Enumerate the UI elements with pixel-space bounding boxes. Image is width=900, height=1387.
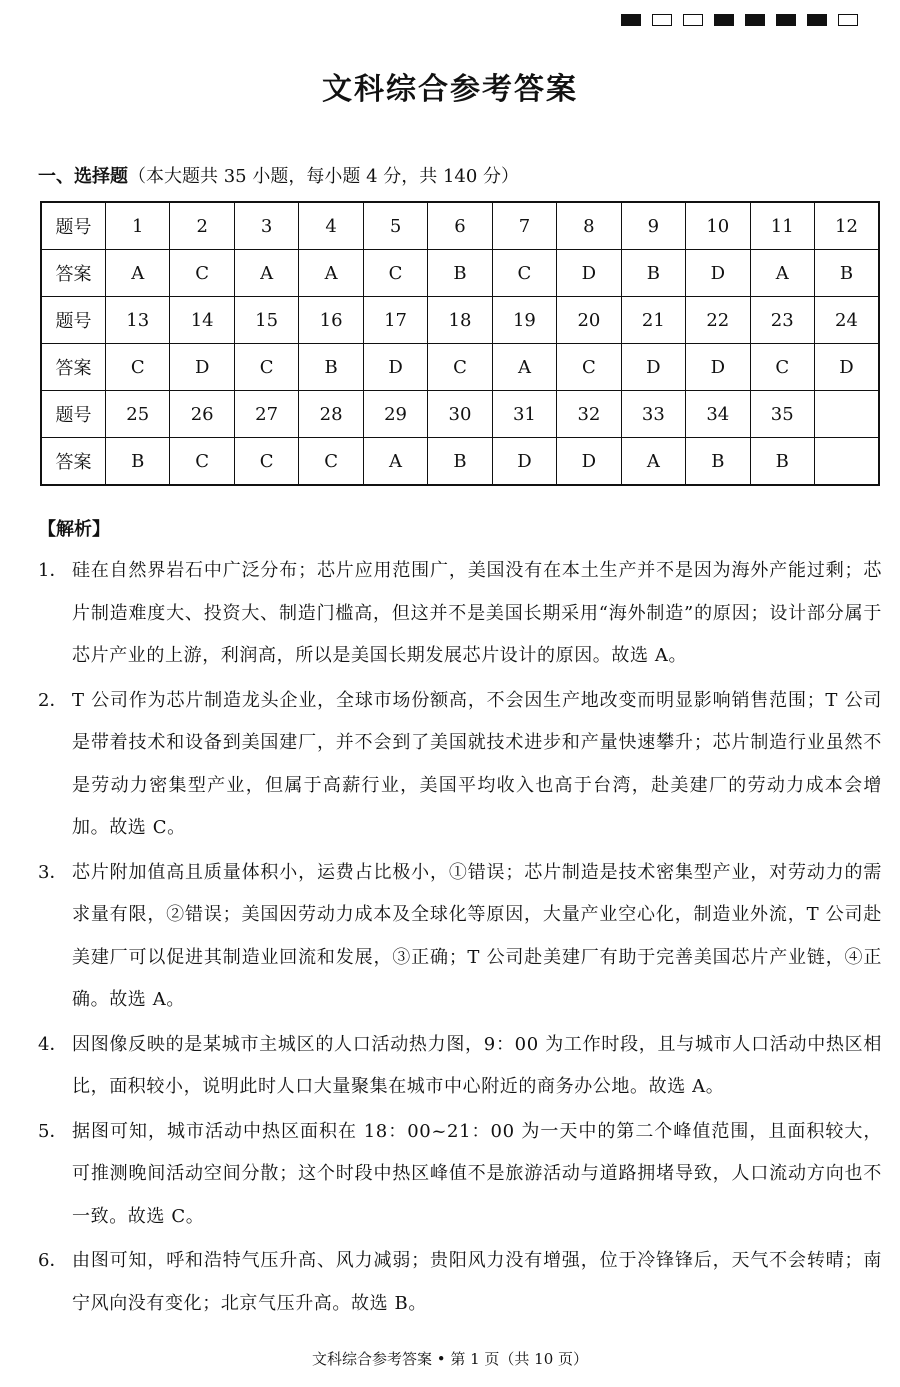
- table-cell: D: [492, 438, 556, 486]
- analysis-section: [38, 510, 882, 1327]
- item-text: 由图可知，呼和浩特气压升高、风力减弱；贵阳风力没有增强，位于冷锋锋后，天气不会转晴；南宁风向没有变化；北京气压升高。故选 B。: [72, 1250, 882, 1314]
- table-cell: D: [557, 438, 621, 486]
- row-label: 题号: [41, 202, 106, 250]
- analysis-item: [38, 1240, 882, 1325]
- answer-row: [41, 250, 879, 297]
- analysis-heading: 【解析】: [38, 519, 110, 540]
- item-text: T 公司作为芯片制造龙头企业，全球市场份额高，不会因生产地改变而明显影响销售范围；T 公司是带着技术和设备到美国建厂，并不会到了美国就技术进步和产量快速攀升；芯片制造行业虽然不是劳动力密集型产业，但属于高薪行业，美国平均收入也高于台湾，赴美建厂的劳动力成本会增加。故选 C。: [72, 689, 882, 838]
- table-cell: B: [428, 438, 492, 486]
- corner-mark: [652, 14, 672, 26]
- analysis-item: [38, 1024, 882, 1109]
- table-cell: 33: [621, 391, 685, 438]
- corner-marks: [621, 14, 858, 26]
- row-label: 题号: [41, 297, 106, 344]
- table-cell: B: [814, 250, 879, 297]
- row-label: 答案: [41, 344, 106, 391]
- analysis-item: [38, 1111, 882, 1239]
- table-cell: C: [492, 250, 556, 297]
- item-number: 4．: [38, 1033, 68, 1055]
- table-cell: C: [234, 438, 298, 486]
- corner-mark: [745, 14, 765, 26]
- table-cell: 30: [428, 391, 492, 438]
- row-label: 答案: [41, 438, 106, 486]
- table-cell: [814, 438, 879, 486]
- row-label: 答案: [41, 250, 106, 297]
- corner-mark: [714, 14, 734, 26]
- table-cell: 31: [492, 391, 556, 438]
- table-cell: 12: [814, 202, 879, 250]
- table-cell: 26: [170, 391, 234, 438]
- question-number-row: [41, 297, 879, 344]
- table-cell: A: [621, 438, 685, 486]
- table-cell: B: [750, 438, 814, 486]
- table-cell: 29: [363, 391, 427, 438]
- table-cell: C: [170, 250, 234, 297]
- table-cell: 27: [234, 391, 298, 438]
- table-cell: 18: [428, 297, 492, 344]
- answer-table: [40, 201, 880, 486]
- table-cell: A: [363, 438, 427, 486]
- table-cell: 14: [170, 297, 234, 344]
- item-number: 2．: [38, 689, 68, 711]
- table-cell: 16: [299, 297, 363, 344]
- table-cell: 10: [686, 202, 750, 250]
- table-cell: 2: [170, 202, 234, 250]
- corner-mark: [621, 14, 641, 26]
- item-number: 1．: [38, 560, 68, 581]
- table-cell: 15: [234, 297, 298, 344]
- item-number: 5．: [38, 1120, 68, 1142]
- table-cell: C: [106, 344, 170, 391]
- table-cell: 7: [492, 202, 556, 250]
- table-cell: 21: [621, 297, 685, 344]
- table-cell: B: [106, 438, 170, 486]
- corner-mark: [683, 14, 703, 26]
- table-cell: C: [299, 438, 363, 486]
- table-cell: 4: [299, 202, 363, 250]
- item-text: 硅在自然界岩石中广泛分布；芯片应用范围广，美国没有在本土生产并不是因为海外产能过剩；芯片制造难度大、投资大、制造门槛高，但这并不是美国长期采用“海外制造”的原因；设计部分属于芯片产业的上游，利润高，所以是美国长期发展芯片设计的原因。故选 A。: [72, 560, 882, 666]
- table-cell: 5: [363, 202, 427, 250]
- table-cell: 24: [814, 297, 879, 344]
- table-cell: 35: [750, 391, 814, 438]
- table-cell: 20: [557, 297, 621, 344]
- table-cell: C: [428, 344, 492, 391]
- answer-row: [41, 438, 879, 486]
- page-title: 文科综合参考答案: [322, 72, 578, 107]
- analysis-item: [38, 680, 882, 850]
- table-cell: C: [750, 344, 814, 391]
- analysis-item: [38, 852, 882, 1022]
- answer-row: [41, 344, 879, 391]
- item-text: 芯片附加值高且质量体积小，运费占比极小，①错误；芯片制造是技术密集型产业，对劳动力的需求量有限，②错误；美国因劳动力成本及全球化等原因，大量产业空心化，制造业外流，T 公司赴美建厂可以促进其制造业回流和发展，③正确；T 公司赴美建厂有助于完善美国芯片产业链，④正确。故选 A。: [72, 861, 882, 1010]
- corner-mark: [776, 14, 796, 26]
- item-number: 3．: [38, 861, 68, 883]
- item-text: 据图可知，城市活动中热区面积在 18：00~21：00 为一天中的第二个峰值范围，且面积较大，可推测晚间活动空间分散；这个时段中热区峰值不是旅游活动与道路拥堵导致，人口流动方向也不一致。故选 C。: [72, 1120, 882, 1227]
- table-cell: B: [299, 344, 363, 391]
- table-cell: 13: [106, 297, 170, 344]
- table-cell: A: [750, 250, 814, 297]
- table-cell: A: [492, 344, 556, 391]
- corner-mark: [807, 14, 827, 26]
- table-cell: A: [106, 250, 170, 297]
- table-cell: [814, 391, 879, 438]
- table-cell: 8: [557, 202, 621, 250]
- question-number-row: [41, 391, 879, 438]
- table-cell: 22: [686, 297, 750, 344]
- table-cell: C: [170, 438, 234, 486]
- table-cell: 32: [557, 391, 621, 438]
- row-label: 题号: [41, 391, 106, 438]
- table-cell: 3: [234, 202, 298, 250]
- table-cell: D: [686, 250, 750, 297]
- page-footer: 文科综合参考答案 • 第 1 页（共 10 页）: [311, 1350, 589, 1368]
- table-cell: 1: [106, 202, 170, 250]
- table-cell: B: [621, 250, 685, 297]
- table-cell: A: [299, 250, 363, 297]
- table-cell: C: [363, 250, 427, 297]
- table-cell: D: [170, 344, 234, 391]
- item-text: 因图像反映的是某城市主城区的人口活动热力图，9：00 为工作时段，且与城市人口活动中热区相比，面积较小，说明此时人口大量聚集在城市中心附近的商务办公地。故选 A。: [72, 1033, 882, 1097]
- table-cell: C: [234, 344, 298, 391]
- table-cell: D: [363, 344, 427, 391]
- item-number: 6．: [38, 1250, 68, 1271]
- analysis-item: [38, 550, 882, 678]
- table-cell: 19: [492, 297, 556, 344]
- table-cell: 17: [363, 297, 427, 344]
- table-cell: D: [686, 344, 750, 391]
- corner-mark: [838, 14, 858, 26]
- table-cell: A: [234, 250, 298, 297]
- table-cell: 28: [299, 391, 363, 438]
- table-cell: 34: [686, 391, 750, 438]
- table-cell: 25: [106, 391, 170, 438]
- table-cell: D: [621, 344, 685, 391]
- table-cell: B: [686, 438, 750, 486]
- table-cell: 6: [428, 202, 492, 250]
- table-cell: C: [557, 344, 621, 391]
- table-cell: D: [814, 344, 879, 391]
- section-heading-label: 一、选择题: [38, 166, 128, 187]
- table-cell: 23: [750, 297, 814, 344]
- table-cell: D: [557, 250, 621, 297]
- section-heading-detail: （本大题共 35 小题，每小题 4 分，共 140 分）: [128, 166, 520, 187]
- table-cell: 11: [750, 202, 814, 250]
- question-number-row: [41, 202, 879, 250]
- section-heading: [38, 162, 519, 188]
- table-cell: 9: [621, 202, 685, 250]
- table-cell: B: [428, 250, 492, 297]
